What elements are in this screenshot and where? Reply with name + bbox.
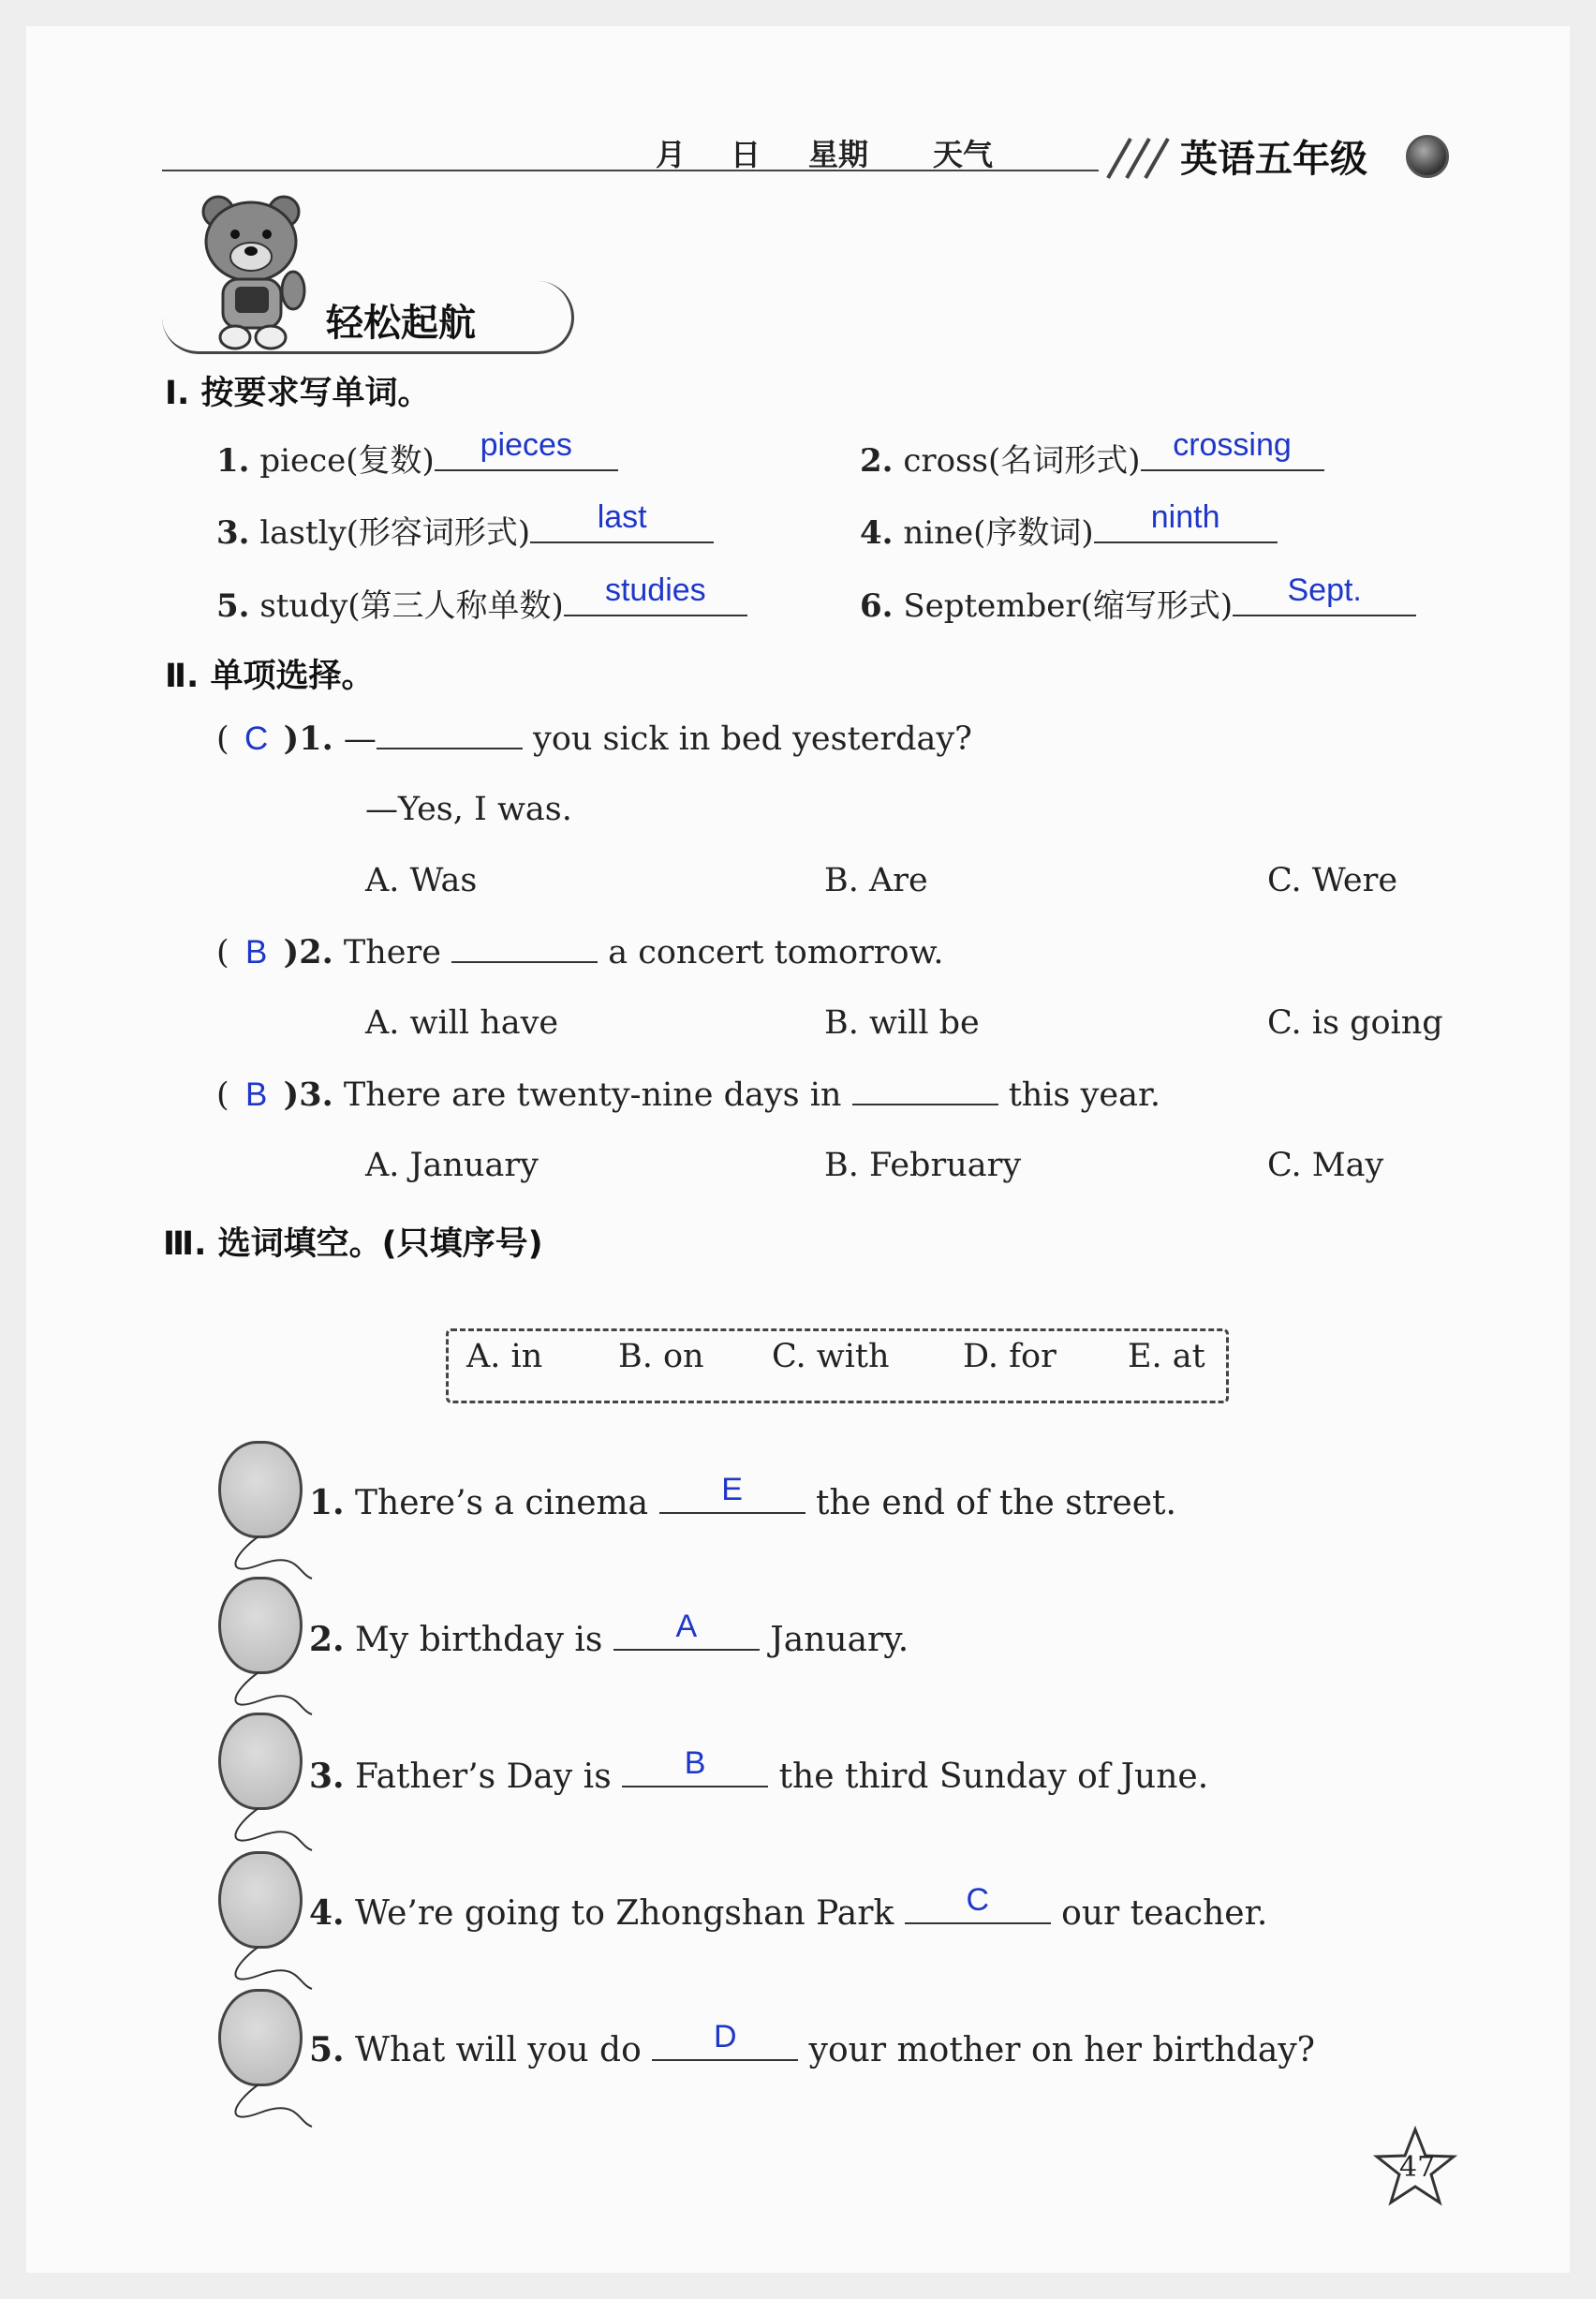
mc-reply: —Yes, I was. <box>365 791 572 828</box>
word-item-prompt: nine(序数词) <box>903 514 1094 552</box>
word-bank-option: C. with <box>772 1338 890 1375</box>
balloon-icon <box>218 1441 303 1538</box>
balloon-icon <box>218 1713 303 1810</box>
answer-blank[interactable] <box>1094 499 1278 543</box>
answer-blank[interactable] <box>435 427 618 471</box>
mc-answer[interactable]: B <box>244 934 268 971</box>
word-bank-option: A. in <box>466 1338 543 1375</box>
answer-text: A <box>675 1609 698 1644</box>
fill-sentence-5: 5. What will you do D your mother on her birthday? <box>309 2019 1315 2069</box>
word-item-4: 4. nine(序数词) ninth <box>860 506 1278 553</box>
balloon-string-icon <box>214 1947 317 1994</box>
question-blank[interactable] <box>451 933 598 963</box>
header-day: 日 <box>731 137 761 172</box>
balloon-icon <box>218 1989 303 2086</box>
balloon-string-icon <box>214 1808 317 1855</box>
section2-heading: Ⅱ. 单项选择。 <box>165 658 375 695</box>
mc-question-2: ( B )2. There a concert tomorrow. <box>216 933 944 972</box>
answer-blank[interactable] <box>652 2019 798 2061</box>
question-blank[interactable] <box>852 1075 998 1105</box>
answer-blank[interactable] <box>905 1882 1051 1924</box>
word-item-prompt: piece(复数) <box>259 442 435 480</box>
answer-text: Sept. <box>1287 572 1362 608</box>
word-bank-option: B. on <box>618 1338 704 1375</box>
balloon-icon <box>218 1851 303 1949</box>
answer-text: E <box>721 1472 743 1507</box>
mc-option[interactable]: A. Was <box>365 862 478 899</box>
answer-text: C <box>966 1882 989 1918</box>
word-item-3: 3. lastly(形容词形式) last <box>216 506 714 553</box>
answer-blank[interactable] <box>659 1472 805 1514</box>
answer-blank[interactable] <box>613 1609 760 1651</box>
subject-title: 英语五年级 <box>1180 138 1367 181</box>
fill-sentence-1: 1. There’s a cinema E the end of the street. <box>309 1472 1176 1522</box>
header-slashes-decoration <box>1089 137 1174 180</box>
mc-answer[interactable]: B <box>244 1076 268 1113</box>
answer-text: ninth <box>1150 499 1220 535</box>
header-dot-icon <box>1406 135 1449 178</box>
fill-sentence-2: 2. My birthday is A January. <box>309 1609 909 1659</box>
mc-option[interactable]: C. May <box>1267 1147 1384 1184</box>
question-blank[interactable] <box>377 719 523 749</box>
header-weather: 天气 <box>933 137 994 172</box>
word-item-6: 6. September(缩写形式) Sept. <box>860 579 1416 626</box>
mc-option[interactable]: A. January <box>365 1147 539 1184</box>
mc-option[interactable]: B. Are <box>824 862 928 899</box>
answer-text: pieces <box>480 427 572 463</box>
banner-title: 轻松起航 <box>326 302 476 345</box>
page-number: 47 <box>1399 2151 1436 2184</box>
word-item-prompt: cross(名词形式) <box>903 442 1141 480</box>
answer-text: crossing <box>1173 427 1292 463</box>
answer-text: D <box>713 2019 737 2054</box>
mc-option[interactable]: C. Were <box>1267 862 1398 899</box>
mc-question-3: ( B )3. There are twenty-nine days in this year. <box>216 1075 1160 1114</box>
bear-mascot-icon <box>190 185 321 354</box>
fill-sentence-3: 3. Father’s Day is B the third Sunday of June. <box>309 1745 1209 1796</box>
word-item-1: 1. piece(复数) pieces <box>216 434 618 481</box>
mc-option[interactable]: B. will be <box>824 1004 980 1042</box>
answer-text: B <box>684 1745 706 1781</box>
answer-blank[interactable] <box>564 572 747 616</box>
fill-sentence-4: 4. We’re going to Zhongshan Park C our teacher. <box>309 1882 1268 1933</box>
word-item-prompt: September(缩写形式) <box>903 587 1234 625</box>
answer-blank[interactable] <box>1141 427 1324 471</box>
section1-heading: Ⅰ. 按要求写单词。 <box>165 375 431 412</box>
mc-option[interactable]: A. will have <box>365 1004 559 1042</box>
answer-blank[interactable] <box>530 499 714 543</box>
header-month: 月 <box>656 137 687 172</box>
mc-answer[interactable]: C <box>244 720 269 757</box>
answer-text: studies <box>604 572 706 608</box>
header-weekday: 星期 <box>808 137 869 172</box>
balloon-icon <box>218 1577 303 1674</box>
worksheet-page <box>26 26 1570 2273</box>
word-item-prompt: lastly(形容词形式) <box>259 514 531 552</box>
word-bank-option: E. at <box>1128 1338 1205 1375</box>
answer-blank[interactable] <box>1233 572 1416 616</box>
word-bank-option: D. for <box>963 1338 1057 1375</box>
balloon-string-icon <box>214 2084 317 2131</box>
mc-question-1: ( C )1. — you sick in bed yesterday? <box>216 719 972 758</box>
answer-text: last <box>597 499 647 535</box>
answer-blank[interactable] <box>622 1745 768 1787</box>
section3-heading: Ⅲ. 选词填空。(只填序号) <box>163 1225 543 1263</box>
mc-option[interactable]: C. is going <box>1267 1004 1443 1042</box>
mc-option[interactable]: B. February <box>824 1147 1022 1184</box>
word-item-5: 5. study(第三人称单数) studies <box>216 579 747 626</box>
word-item-2: 2. cross(名词形式) crossing <box>860 434 1324 481</box>
word-item-prompt: study(第三人称单数) <box>259 587 564 625</box>
